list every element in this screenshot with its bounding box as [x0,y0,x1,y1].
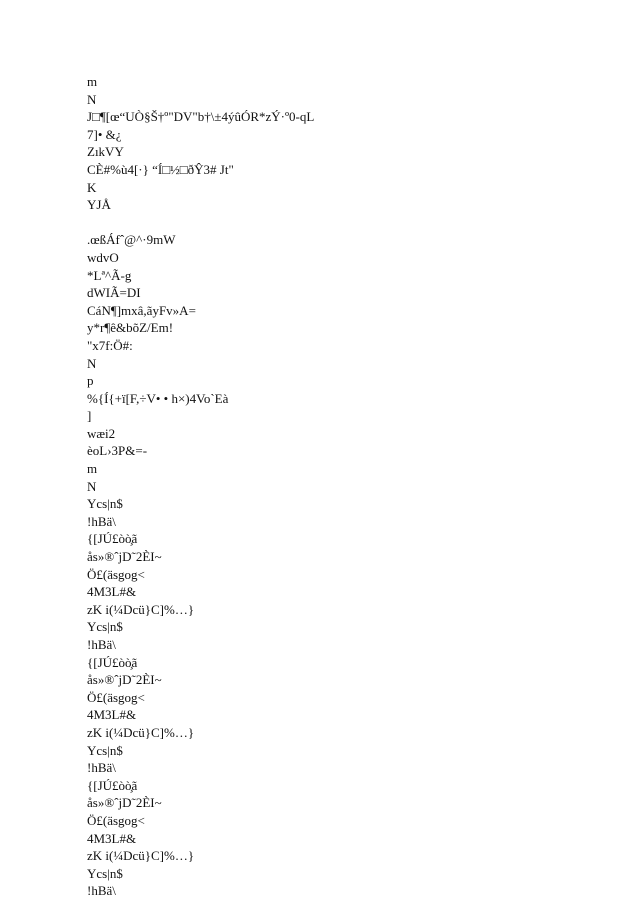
text-line: {[JÚ£òò̧ã [87,777,138,793]
text-line: *Lª^Ã-g [87,267,132,283]
text-line: p [87,373,94,389]
text-line: 4M3L#& [87,830,137,846]
text-line: Ycs|n$ [87,742,123,758]
text-line: Ycs|n$ [87,619,123,635]
text-line: m [87,74,98,89]
text-line: Ycs|n$ [87,865,123,881]
text-line [87,900,607,918]
text-line: K [87,179,97,195]
text-line: Ö£(äsgog< [87,812,145,828]
text-line: zK i(¼Dcü}C]%…} [87,601,195,617]
text-line: J□¶[œ“UÒ§Š†º"DV"b†\±4ýûÓR*zÝ·º0-qL [87,109,315,125]
text-line: {[JÚ£òò̧ã [87,531,138,547]
text-line: 4M3L#& [87,707,137,723]
text-line: !hBä\ [87,760,116,776]
text-line: ås»®ˆjD˜2ÈI~ [87,795,162,811]
text-line: ] [87,408,92,424]
text-line: Ö£(äsgog< [87,689,145,705]
text-line: {[JÚ£òò̧ã [87,654,138,670]
text-line: èoL›3P&=- [87,443,148,459]
text-line: zK i(¼Dcü}C]%…} [87,724,195,740]
document-body-text [87,73,607,918]
text-line: !hBä\ [87,883,116,899]
text-line: Ycs|n$ [87,496,123,512]
text-line: ås»®ˆjD˜2ÈI~ [87,672,162,688]
text-line: m [87,461,98,477]
text-line: 4M3L#& [87,584,137,600]
text-line: !hBä\ [87,637,116,652]
text-line: CÈ#%ù4[·} “Í□½□ðŶ3# Jt" [87,161,234,177]
text-line: ZıkVY [87,144,124,160]
text-line: N [87,91,97,107]
text-line: ås»®ˆjD˜2ÈI~ [87,549,162,565]
text-line: zK i(¼Dcü}C]%…} [87,848,195,864]
text-line: "x7f:Ö#: [87,337,133,353]
text-line: N [87,355,97,371]
text-line: .œßÁfˆ@^·9mW [87,232,176,248]
text-line: %{Í{+ï[F,÷V• • h×)4Vo`Eà [87,390,229,406]
text-line: YJÅ [87,197,111,213]
text-line: Ö£(äsgog< [87,566,145,582]
text-line: y*r¶ê&bõZ/Em! [87,320,174,336]
text-line: wdvO [87,249,119,265]
text-line: 7]• &¿ [87,126,122,142]
text-line: CáN¶]mxâ,ãyFv»A= [87,302,196,318]
text-line: wæi2 [87,425,116,441]
text-line: !hBä\ [87,513,116,529]
text-line: dWIÃ=DI [87,285,141,301]
text-line: N [87,478,97,494]
blank-line [87,214,607,232]
